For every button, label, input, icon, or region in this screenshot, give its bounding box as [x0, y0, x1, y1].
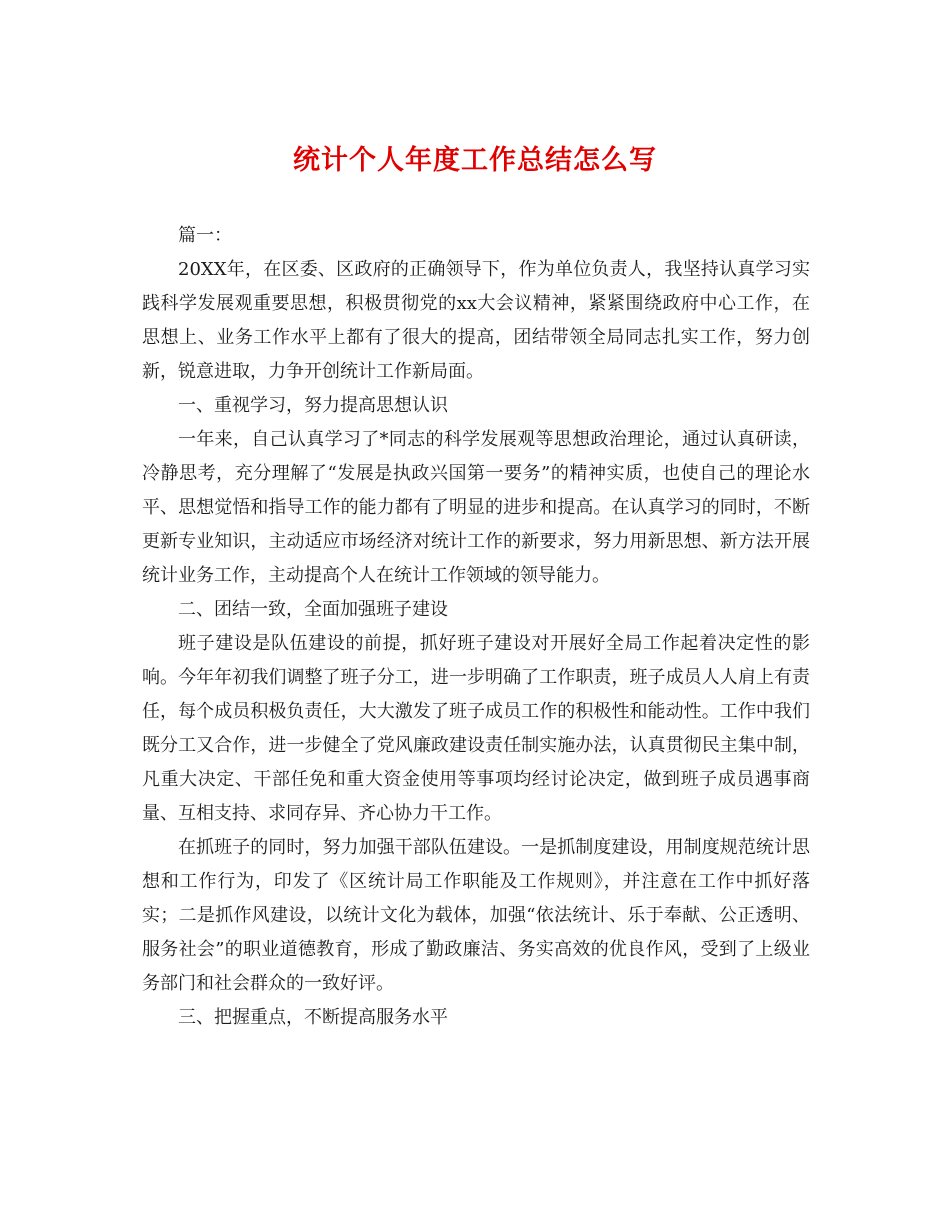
paragraph-2: 班子建设是队伍建设的前提，抓好班子建设对开展好全局工作起着决定性的影响。今年年初我们调整了班子分工，进一步明确了工作职责，班子成员人人肩上有责任，每个成员积极负责任，大大激发了班子成员工作的积极性和能动性。工作中我们既分工又合作，进一步健全了党风廉政建设责任制实施办法，认真贯彻民主集中制，凡重大决定、干部任免和重大资金使用等事项均经讨论决定，做到班子成员遇事商量、互相支持、求同存异、齐心协力干工作。 [142, 633, 810, 824]
document-title: 统计个人年度工作总结怎么写 [293, 145, 657, 176]
section-label: 篇一： [178, 225, 232, 246]
heading-2: 二、团结一致，全面加强班子建设 [178, 599, 448, 620]
paragraph-1: 一年来，自己认真学习了*同志的科学发展观等思想政治理论，通过认真研读，冷静思考，充分理解了“发展是执政兴国第一要务”的精神实质，也使自己的理论水平、思想觉悟和指导工作的能力都有了明显的进步和提高。在认真学习的同时，不断更新专业知识，主动适应市场经济对统计工作的新要求，努力用新思想、新方法开展统计业务工作，主动提高个人在统计工作领域的领导能力。 [142, 429, 810, 586]
document-body [142, 219, 810, 1035]
paragraph-3: 在抓班子的同时，努力加强干部队伍建设。一是抓制度建设，用制度规范统计思想和工作行为，印发了《区统计局工作职能及工作规则》，并注意在工作中抓好落实；二是抓作风建设，以统计文化为载体，加强“依法统计、乐于奉献、公正透明、服务社会”的职业道德教育，形成了勤政廉洁、务实高效的优良作风，受到了上级业务部门和社会群众的一致好评。 [142, 837, 810, 994]
heading-3: 三、把握重点，不断提高服务水平 [178, 1007, 448, 1028]
heading-1: 一、重视学习，努力提高思想认识 [178, 395, 448, 416]
intro-paragraph: 20XX年，在区委、区政府的正确领导下，作为单位负责人，我坚持认真学习实践科学发展观重要思想，积极贯彻党的xx大会议精神，紧紧围绕政府中心工作，在思想上、业务工作水平上都有了很大的提高，团结带领全局同志扎实工作，努力创新，锐意进取，力争开创统计工作新局面。 [142, 259, 810, 382]
